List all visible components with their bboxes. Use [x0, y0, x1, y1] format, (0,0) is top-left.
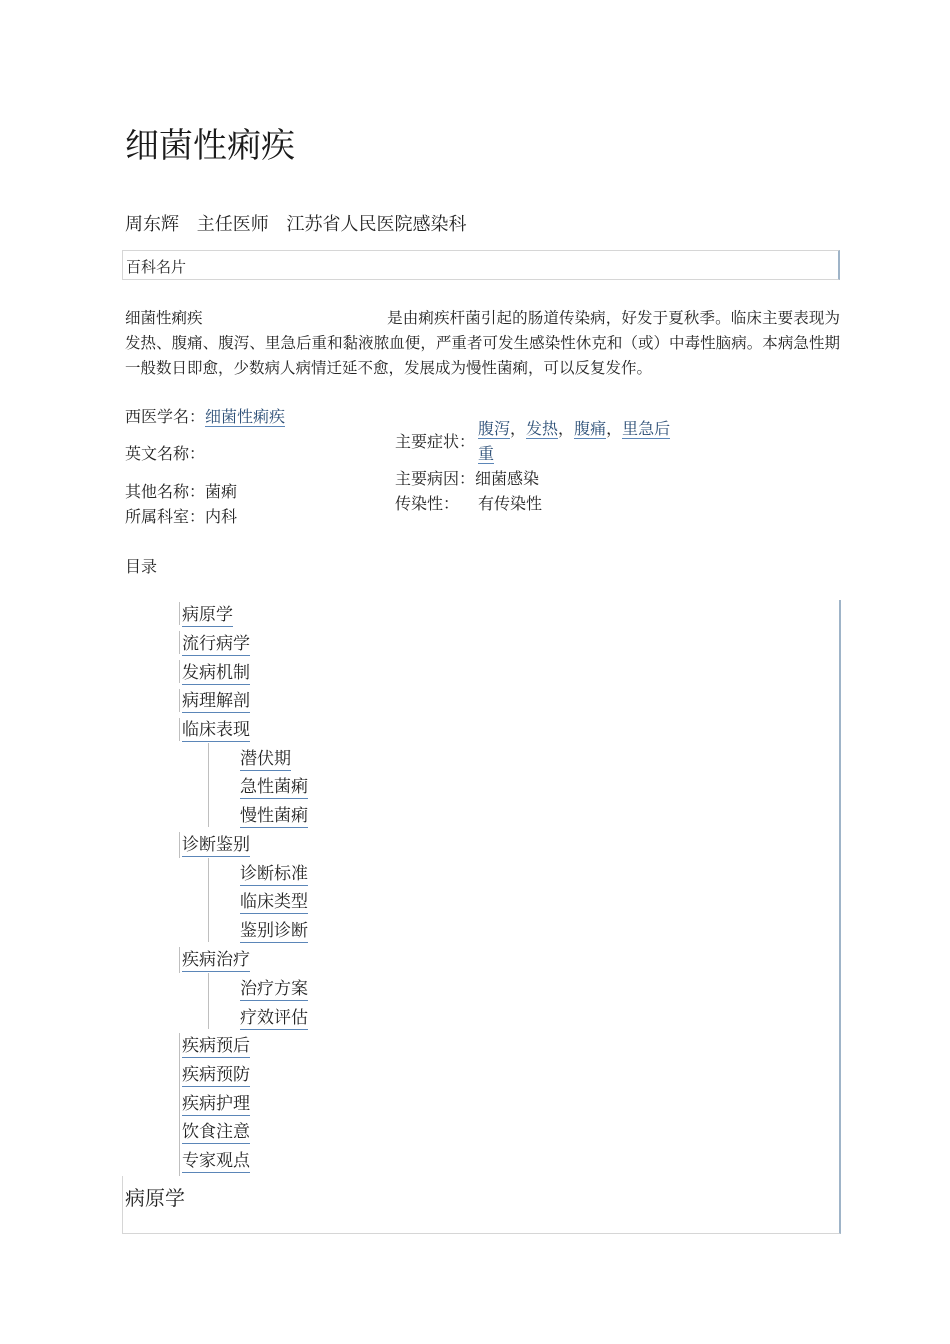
toc-tree-line — [179, 718, 180, 741]
toc-subitem-incubation-period[interactable]: 潜伏期 — [240, 749, 291, 769]
toc-subitem-acute-dysentery[interactable]: 急性菌痢 — [240, 777, 308, 797]
toc-subitem-chronic-dysentery[interactable]: 慢性菌痢 — [240, 806, 308, 826]
english-name-label: 英文名称： — [125, 444, 206, 463]
toc-subitem-treatment-plan[interactable]: 治疗方案 — [240, 979, 308, 999]
symptom-link-tenesmus-part2[interactable]: 重 — [478, 444, 495, 463]
symptom-link-diarrhea[interactable]: 腹泻 — [478, 419, 511, 438]
symptoms-label: 主要症状： — [395, 432, 476, 451]
author-role: 主任医师 — [196, 214, 269, 235]
toc-tree-line — [179, 602, 180, 625]
toc-tree-line — [208, 858, 209, 942]
toc-tree-line — [179, 832, 180, 858]
baike-card-label: 百科名片 — [126, 258, 187, 276]
toc-subitem-efficacy-evaluation[interactable]: 疗效评估 — [240, 1008, 308, 1028]
contagious-label: 传染性： — [395, 494, 460, 513]
cause-value: 细菌感染 — [475, 469, 540, 488]
toc-item-clinical-manifestations[interactable]: 临床表现 — [182, 720, 250, 740]
summary-text: 是由痢疾杆菌引起的肠道传染病，好发于夏秋季。临床主要表现为发热、腹痛、腹泻、里急后重和黏液脓血便，严重者可发生感染性休克和（或）中毒性脑病。本病急性期一般数日即愈，少数病人病情迁延不愈，发展成为慢性菌痢，可以反复发作。 — [125, 309, 840, 377]
toc-item-diagnosis[interactable]: 诊断鉴别 — [182, 835, 250, 855]
department-value: 内科 — [205, 507, 238, 526]
cause-label: 主要病因： — [395, 469, 476, 488]
symptoms-row-1 — [478, 416, 670, 439]
symptom-separator: ， — [558, 419, 575, 438]
other-name-label: 其他名称： — [125, 482, 206, 501]
symptoms-row-2 — [478, 441, 494, 464]
author-name: 周东辉 — [125, 214, 179, 235]
toc-tree-line — [179, 660, 180, 683]
author-org: 江苏省人民医院感染科 — [286, 214, 467, 235]
toc-tree-line — [179, 631, 180, 654]
info-contagious — [395, 491, 542, 514]
symptom-link-abdominal-pain[interactable]: 腹痛 — [574, 419, 607, 438]
toc-item-pathogenesis[interactable]: 发病机制 — [182, 663, 250, 683]
info-cause — [395, 466, 539, 489]
toc-item-pathogen[interactable]: 病原学 — [182, 605, 233, 625]
baike-card-header — [122, 250, 840, 280]
contagious-value: 有传染性 — [478, 494, 543, 513]
toc-tree-line — [208, 743, 209, 827]
symptom-link-tenesmus-part1[interactable]: 里急后 — [622, 419, 671, 438]
info-english-name — [125, 441, 205, 464]
toc-tree-line — [179, 689, 180, 712]
summary-term: 细菌性痢疾 — [125, 309, 203, 327]
info-other-name — [125, 479, 237, 502]
toc-item-diet[interactable]: 饮食注意 — [182, 1122, 250, 1142]
toc-item-prevention[interactable]: 疾病预防 — [182, 1065, 250, 1085]
page-title: 细菌性痢疾 — [125, 126, 295, 166]
symptom-link-fever[interactable]: 发热 — [526, 419, 559, 438]
toc-subitem-differential-diagnosis[interactable]: 鉴别诊断 — [240, 921, 308, 941]
toc-item-prognosis[interactable]: 疾病预后 — [182, 1036, 250, 1056]
toc-tree-line — [179, 1033, 180, 1176]
toc-subitem-diagnostic-criteria[interactable]: 诊断标准 — [240, 864, 308, 884]
summary-paragraph — [125, 306, 840, 381]
info-department — [125, 504, 237, 527]
toc-heading: 目录 — [125, 557, 158, 576]
toc-subitem-clinical-types[interactable]: 临床类型 — [240, 892, 308, 912]
info-western-name — [125, 404, 285, 427]
section-left-border — [122, 1176, 123, 1234]
department-label: 所属科室： — [125, 507, 206, 526]
other-name-value: 菌痢 — [205, 482, 238, 501]
western-name-link[interactable]: 细菌性痢疾 — [205, 407, 286, 426]
toc-item-epidemiology[interactable]: 流行病学 — [182, 634, 250, 654]
section-heading-pathogen: 病原学 — [125, 1186, 185, 1210]
toc-item-treatment[interactable]: 疾病治疗 — [182, 950, 250, 970]
western-name-label: 西医学名： — [125, 407, 206, 426]
toc-item-pathological-anatomy[interactable]: 病理解剖 — [182, 691, 250, 711]
author-line — [125, 210, 478, 236]
symptom-separator: ， — [606, 419, 623, 438]
symptom-separator: ， — [510, 419, 527, 438]
toc-tree-line — [179, 947, 180, 973]
toc-item-expert-opinion[interactable]: 专家观点 — [182, 1151, 250, 1171]
toc-tree-line — [208, 973, 209, 1029]
toc-item-nursing[interactable]: 疾病护理 — [182, 1094, 250, 1114]
